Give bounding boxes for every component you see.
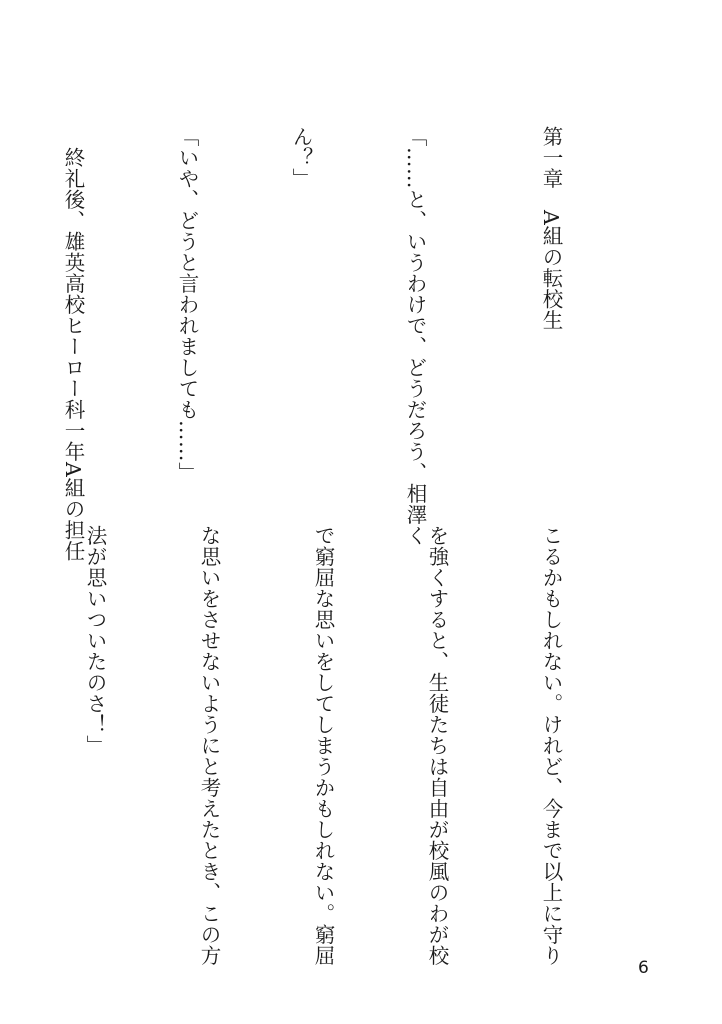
- text-line: 法が思いついたのさ！」: [83, 525, 107, 756]
- lower-text-block: [0, 525, 646, 966]
- page-number: 6: [638, 958, 649, 978]
- text-line: な思いをさせないようにと考えたとき、この方: [197, 525, 221, 966]
- text-line: 「いや、どうと言われましても……」: [175, 126, 199, 483]
- chapter-title: 第一章 A組の転校生: [539, 126, 563, 331]
- text-line: 「……と、いうわけで、どうだろう、相澤く: [403, 126, 427, 546]
- text-line: ん？」: [289, 126, 313, 189]
- text-line: こるかもしれない。けれど、今まで以上に守り: [539, 525, 563, 966]
- upper-text-block: [0, 126, 646, 562]
- text-line: を強くすると、生徒たちは自由が校風のわが校: [425, 525, 449, 966]
- text-line: 終礼後、雄英高校ヒーロー科一年A組の担任: [61, 126, 85, 562]
- text-line: で窮屈な思いをしてしまうかもしれない。窮屈: [311, 525, 335, 966]
